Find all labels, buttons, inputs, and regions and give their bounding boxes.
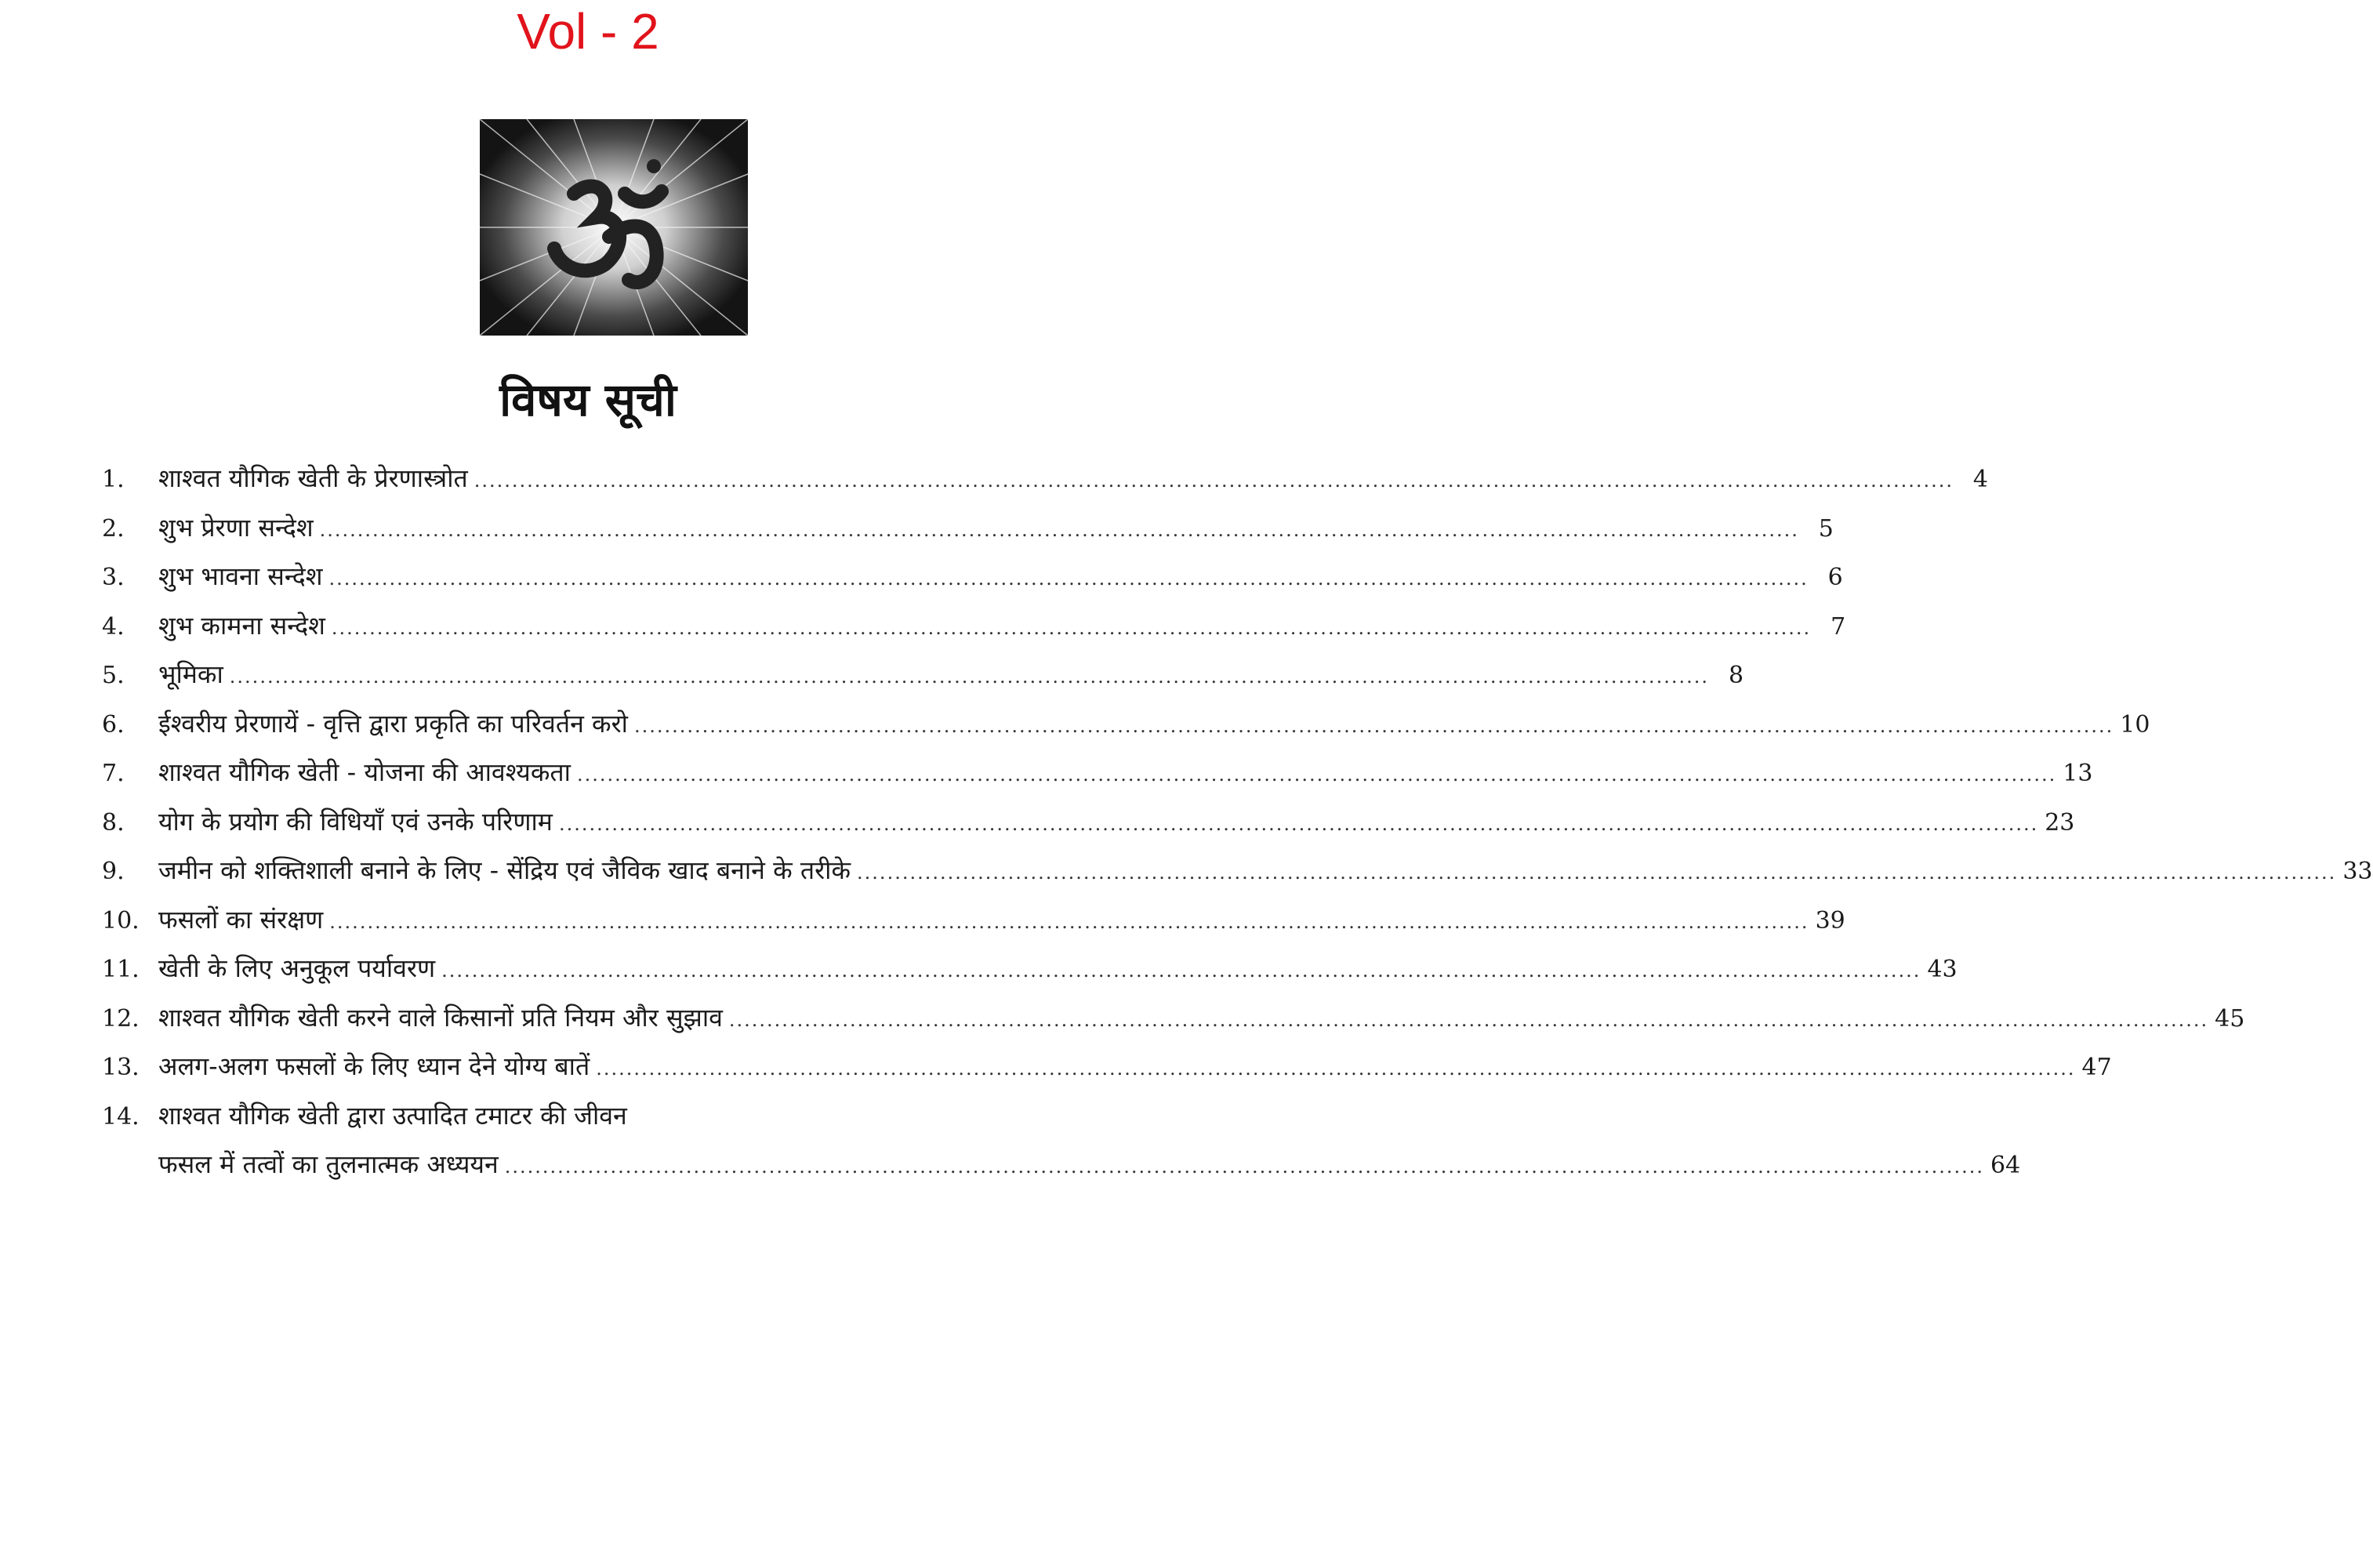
toc-entry-body	[158, 853, 2373, 887]
toc-dot-leader	[329, 568, 1809, 590]
toc-entry-page: 43	[1927, 956, 1958, 983]
toc-entry-number: 1.	[102, 466, 125, 493]
toc-entry-page: 4	[1972, 466, 1989, 493]
toc-entry	[102, 510, 1834, 560]
toc-dot-leader	[329, 911, 1809, 933]
toc-entry-number: 12.	[102, 1004, 140, 1033]
om-symbol-icon	[480, 119, 748, 336]
toc-dot-leader	[320, 519, 1799, 541]
toc-entry-number: 6.	[102, 710, 125, 739]
toc-dot-leader	[332, 617, 1811, 639]
toc-entry-title: शाश्वत यौगिक खेती के प्रेरणास्त्रोत	[158, 463, 468, 493]
toc-entry	[102, 461, 1989, 510]
toc-entry-number: 10.	[102, 906, 140, 935]
toc-entry	[102, 755, 2093, 804]
toc-entry-number: 7.	[102, 760, 125, 787]
toc-entry-number: 14.	[102, 1102, 140, 1131]
toc-entry-number: 11.	[102, 956, 140, 983]
toc-entry-body	[158, 1000, 2245, 1034]
toc-entry-title: शुभ प्रेरणा सन्देश	[158, 512, 314, 543]
toc-entry	[102, 1098, 2021, 1196]
toc-entry-title-line1: शाश्वत यौगिक खेती द्वारा उत्पादित टमाटर की जीवन	[158, 1100, 627, 1131]
toc-entry-title: भूमिका	[158, 659, 223, 689]
toc-entry-page: 13	[2063, 760, 2093, 787]
toc-entry-title: फसलों का संरक्षण	[158, 904, 324, 935]
toc-dot-leader	[505, 1156, 1984, 1178]
toc-entry-page: 45	[2215, 1004, 2245, 1033]
toc-entry-number: 5.	[102, 662, 125, 689]
toc-entry-title: शाश्वत यौगिक खेती करने वाले किसानों प्रति नियम और सुझाव	[158, 1002, 723, 1033]
toc-entry-title-line2-row	[158, 1147, 2020, 1196]
toc-dot-leader	[596, 1058, 2075, 1080]
toc-entry-body	[158, 461, 1989, 495]
toc-entry-title-line2: फसल में तत्वों का तुलनात्मक अध्ययन	[158, 1149, 499, 1179]
toc-entry-body	[158, 902, 1845, 936]
toc-entry-number: 2.	[102, 514, 125, 543]
toc-entry-page: 39	[1815, 906, 1845, 935]
toc-entry-body	[158, 951, 1958, 985]
toc-entry-body	[158, 510, 1834, 544]
toc-entry-title: जमीन को शक्तिशाली बनाने के लिए - सेंद्रिय एवं जैविक खाद बनाने के तरीके	[158, 855, 851, 885]
toc-entry-page: 8	[1728, 662, 1744, 689]
toc-entry-number: 9.	[102, 858, 125, 885]
toc-entry-body	[158, 559, 1843, 593]
toc-dot-leader	[634, 715, 2114, 737]
toc-entry	[102, 706, 2150, 756]
toc-dot-leader	[729, 1009, 2208, 1031]
toc-entry-page: 47	[2081, 1054, 2112, 1081]
toc-entry-title: शुभ कामना सन्देश	[158, 610, 325, 641]
toc-entry-number: 3.	[102, 564, 125, 591]
toc-entry-number: 13.	[102, 1054, 140, 1081]
toc-entry	[102, 804, 2075, 854]
toc-dot-leader	[559, 813, 2038, 835]
toc-entry	[102, 559, 1843, 608]
toc-entry-number: 4.	[102, 612, 125, 641]
toc-dot-leader	[577, 764, 2056, 786]
toc-entry-page: 7	[1831, 612, 1846, 641]
toc-entry-page: 10	[2120, 710, 2150, 739]
toc-dot-leader	[857, 862, 2336, 884]
toc-entry	[102, 951, 1958, 1000]
toc-entry	[102, 1000, 2245, 1050]
toc-entry-body	[158, 1049, 2112, 1083]
toc-entry-title: शाश्वत यौगिक खेती - योजना की आवश्यकता	[158, 757, 571, 787]
toc-entry-body	[158, 657, 1744, 691]
toc-entry-number: 8.	[102, 808, 125, 837]
toc-entry-page: 23	[2045, 808, 2075, 837]
toc-entry-title: अलग-अलग फसलों के लिए ध्यान देने योग्य बातें	[158, 1051, 590, 1081]
toc-entry-page: 33	[2342, 858, 2373, 885]
toc-entry-body	[158, 706, 2150, 740]
toc-entry-page: 64	[1990, 1152, 2021, 1179]
toc-entry-title: शुभ भावना सन्देश	[158, 561, 323, 591]
toc-entry-title: खेती के लिए अनुकूल पर्यावरण	[158, 953, 436, 983]
toc-list	[102, 461, 2373, 1196]
toc-entry	[102, 902, 1845, 952]
toc-entry-body	[158, 1098, 2020, 1196]
toc-entry	[102, 657, 1744, 706]
toc-entry-body	[158, 804, 2075, 838]
toc-dot-leader	[474, 470, 1954, 492]
toc-entry	[102, 608, 1846, 658]
toc-heading: विषय सूची	[499, 373, 677, 426]
toc-entry	[102, 853, 2373, 902]
toc-entry-title: योग के प्रयोग की विधियाँ एवं उनके परिणाम	[158, 806, 553, 837]
volume-label: Vol - 2	[517, 3, 659, 60]
toc-dot-leader	[441, 960, 1921, 982]
toc-entry-body	[158, 755, 2093, 789]
toc-entry	[102, 1049, 2112, 1098]
toc-entry-title: ईश्वरीय प्रेरणायें - वृत्ति द्वारा प्रकृति का परिवर्तन करो	[158, 708, 628, 739]
toc-entry-page: 5	[1818, 514, 1834, 543]
toc-entry-body	[158, 608, 1846, 642]
toc-entry-page: 6	[1827, 564, 1843, 591]
toc-dot-leader	[230, 666, 1709, 688]
